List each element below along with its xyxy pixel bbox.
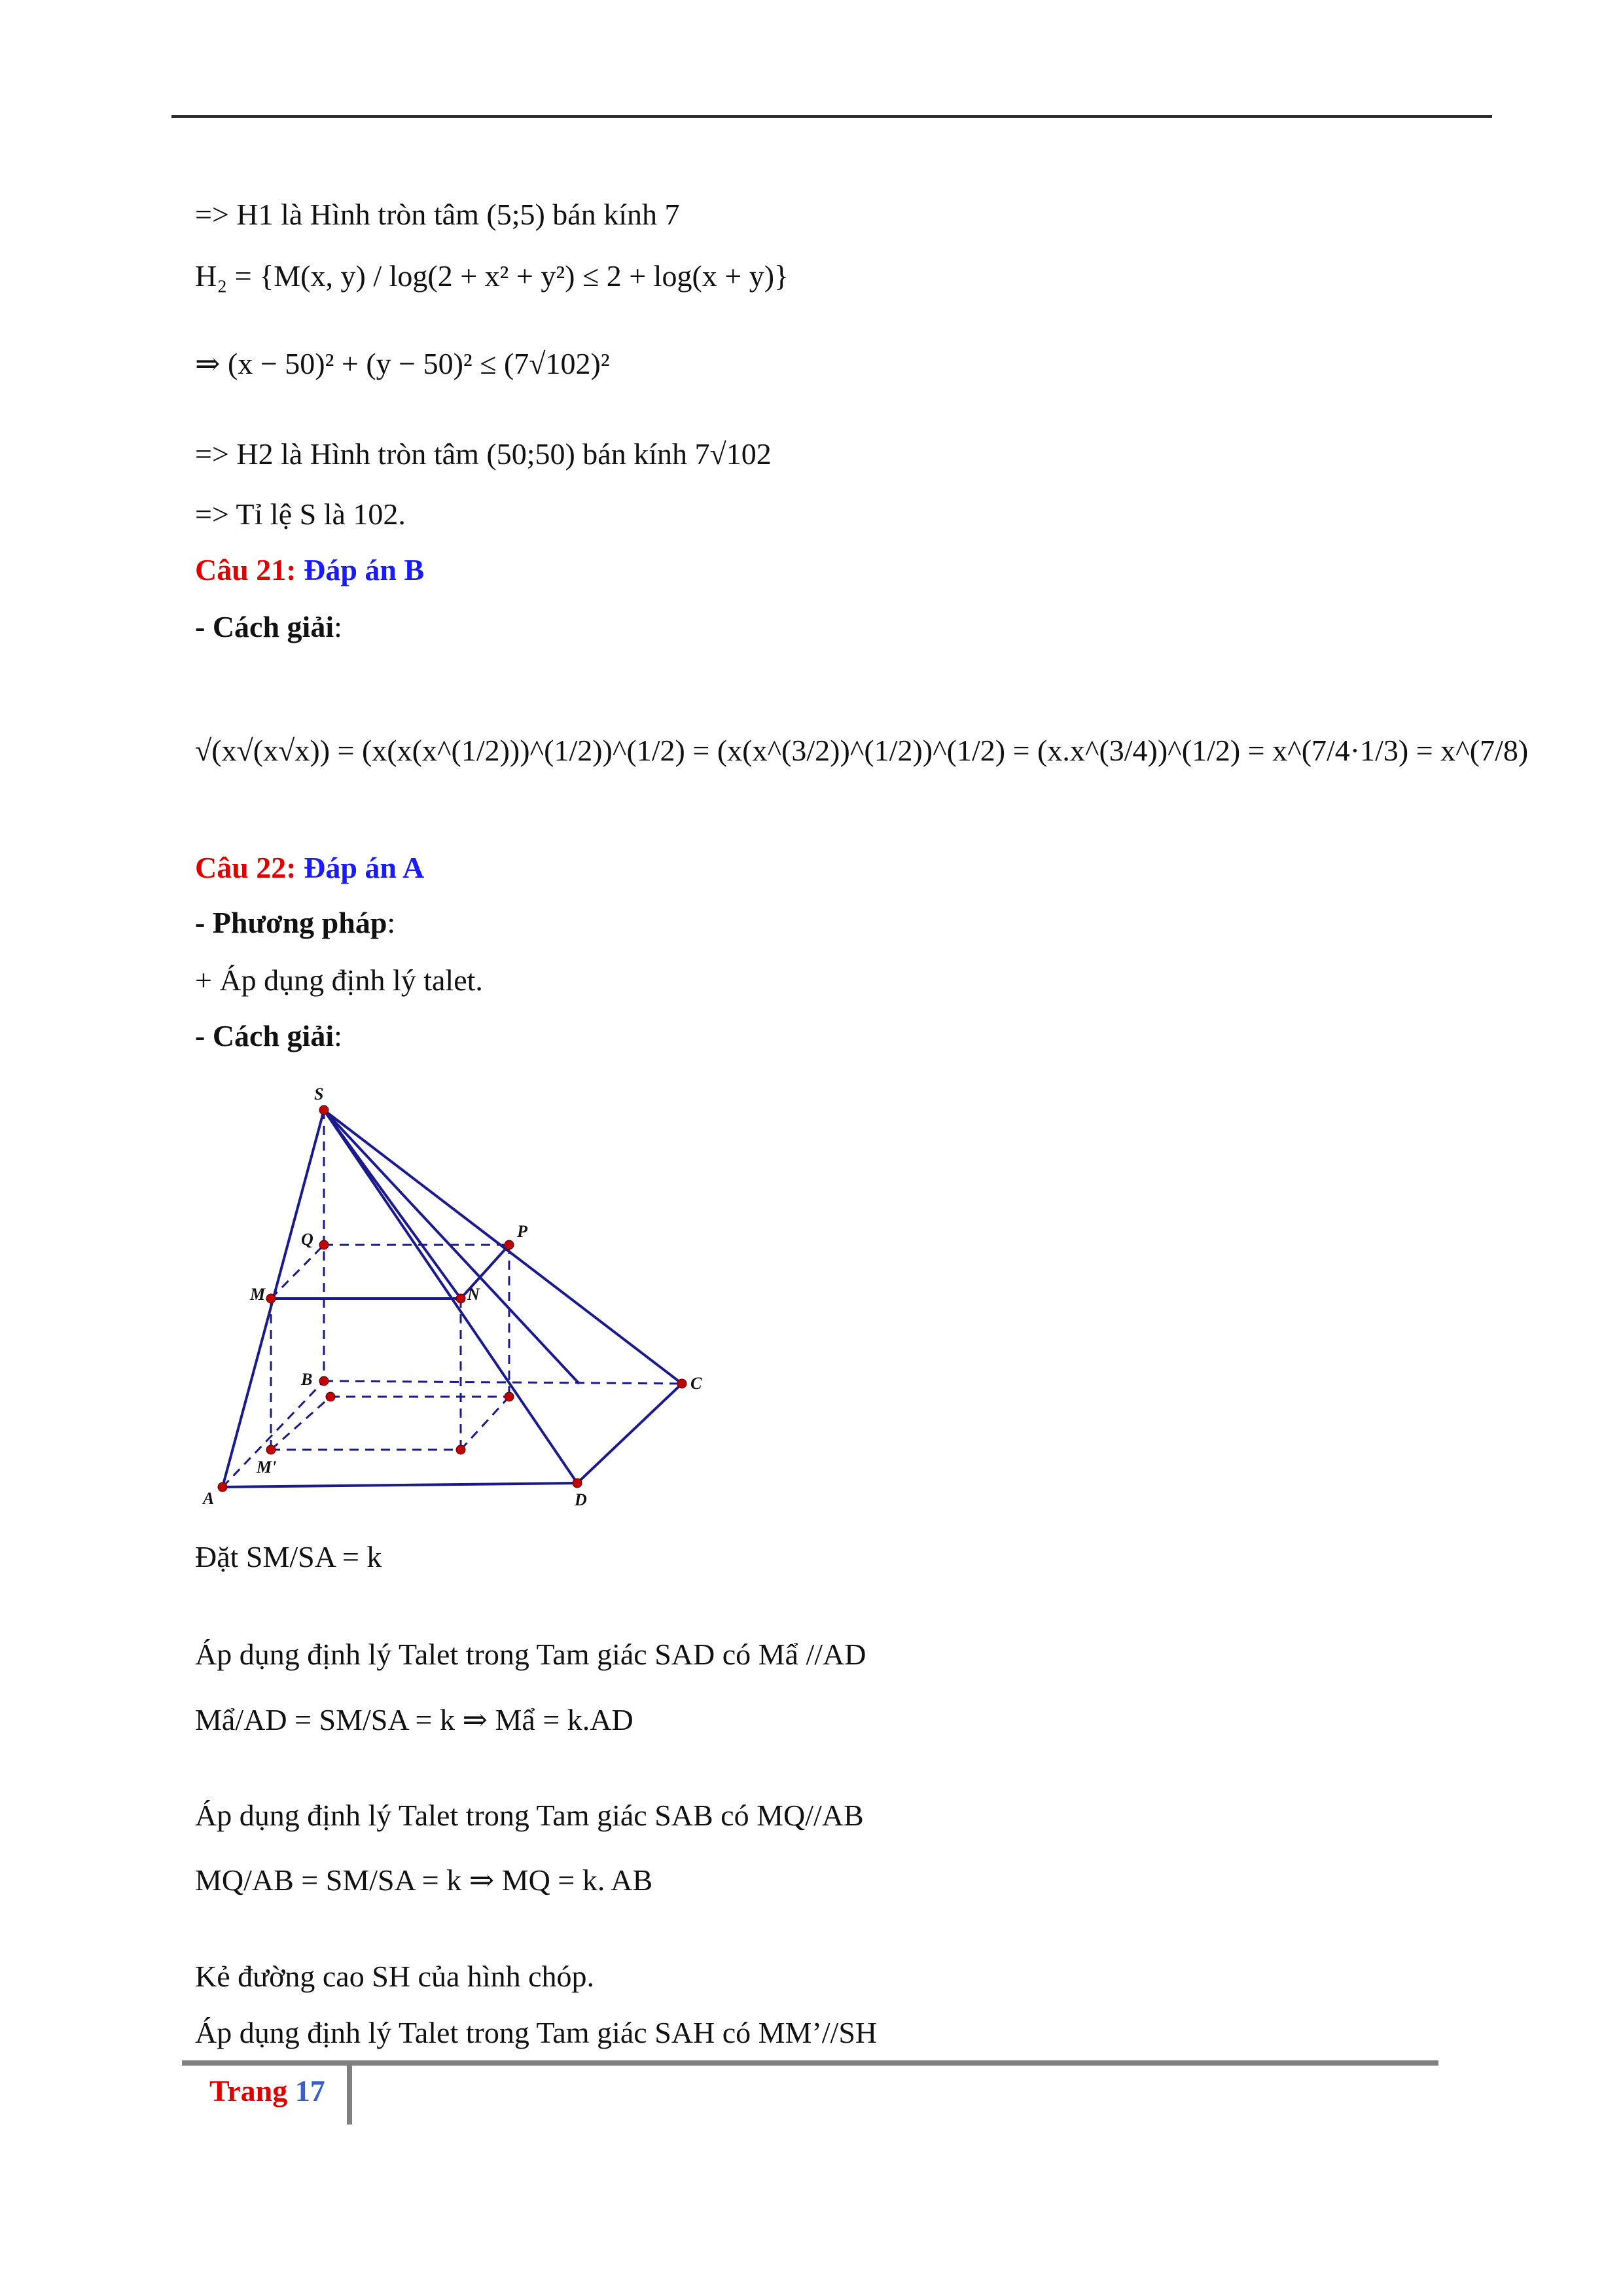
pyramid-figure bbox=[196, 1073, 733, 1518]
label-m-prime: M' bbox=[257, 1458, 277, 1477]
equation-ma-ad bbox=[195, 1702, 633, 1737]
step-3: Kẻ đường cao SH của hình chóp. bbox=[195, 1960, 595, 1993]
edge-bc bbox=[324, 1381, 682, 1384]
label-p: P bbox=[517, 1222, 527, 1241]
point-c bbox=[677, 1379, 687, 1388]
label-c: C bbox=[690, 1374, 702, 1393]
nested-root-expression: √(x√(x√x)) = (x(x(x^(1/2)))^(1/2))^(1/2) = (x(x^(3/2))^(1/2))^(1/2) = (x.x^(3/4))^(1/2) = x^(7/4·1/3) = x^(7/8) bbox=[195, 734, 1529, 767]
footer-divider bbox=[347, 2066, 352, 2125]
equation-circle bbox=[195, 346, 610, 381]
q21-label: Câu 21: bbox=[195, 553, 296, 586]
q21-method-colon: : bbox=[334, 610, 342, 643]
q22-approach bbox=[195, 905, 395, 941]
page-number: 17 bbox=[294, 2074, 325, 2108]
edge-ad bbox=[223, 1483, 577, 1487]
footer-rule bbox=[182, 2060, 1438, 2066]
step-1: Áp dụng định lý Talet trong Tam giác SAD có Mẩ //AD bbox=[195, 1638, 866, 1671]
ma-ad-expression: Mẩ/AD = SM/SA = k ⇒ Mẩ = k.AD bbox=[195, 1703, 633, 1736]
point-base-3 bbox=[456, 1445, 465, 1454]
point-n bbox=[456, 1294, 465, 1303]
q22-approach-label: - Phương pháp bbox=[195, 906, 387, 939]
point-p bbox=[505, 1240, 514, 1249]
edge-sd bbox=[324, 1110, 577, 1483]
q21-answer: Đáp án B bbox=[304, 553, 425, 586]
point-base-2 bbox=[505, 1392, 514, 1401]
point-base-1 bbox=[326, 1392, 335, 1401]
label-b: B bbox=[301, 1370, 313, 1389]
header-rule bbox=[171, 115, 1492, 118]
label-q: Q bbox=[301, 1230, 313, 1249]
edge-sc-outer bbox=[324, 1110, 682, 1384]
point-a bbox=[218, 1482, 227, 1492]
q22-approach-item: + Áp dụng định lý talet. bbox=[195, 963, 483, 997]
text-h2 bbox=[195, 436, 772, 473]
q22-method-colon: : bbox=[334, 1019, 342, 1052]
label-n: N bbox=[467, 1285, 480, 1304]
q22-answer: Đáp án A bbox=[304, 851, 425, 884]
page-footer bbox=[209, 2073, 325, 2108]
q22-method bbox=[195, 1018, 342, 1054]
ratio-def-expression: SM/SA = k bbox=[245, 1540, 382, 1573]
q22-method-label: - Cách giải bbox=[195, 1019, 334, 1052]
label-m: M bbox=[250, 1285, 266, 1304]
mq-ab-expression: MQ/AB = SM/SA = k ⇒ MQ = k. AB bbox=[195, 1863, 653, 1897]
point-b bbox=[319, 1376, 329, 1386]
edge-ns bbox=[324, 1110, 461, 1299]
base-right bbox=[461, 1397, 509, 1450]
footer-label: Trang bbox=[209, 2074, 288, 2108]
q21-method-label: - Cách giải bbox=[195, 610, 334, 643]
q22-label: Câu 22: bbox=[195, 851, 296, 884]
edge-mq bbox=[271, 1245, 324, 1299]
q22-heading bbox=[195, 850, 424, 886]
h2-radius: 7√102 bbox=[694, 437, 772, 471]
step-2: Áp dụng định lý Talet trong Tam giác SAB có MQ//AB bbox=[195, 1799, 864, 1832]
q21-method bbox=[195, 609, 342, 645]
point-s bbox=[319, 1105, 329, 1115]
label-a: A bbox=[203, 1489, 215, 1508]
equation-nested-root bbox=[195, 733, 1528, 768]
edge-dc bbox=[577, 1384, 682, 1483]
point-d bbox=[573, 1479, 582, 1488]
h2-set-expression: H₂ = {M(x, y) / log(2 + x² + y²) ≤ 2 + log(x + y)} bbox=[195, 259, 789, 293]
edge-sc bbox=[324, 1110, 579, 1384]
label-s: S bbox=[314, 1085, 324, 1103]
equation-ratio-def bbox=[195, 1539, 382, 1574]
text-ratio: => Tỉ lệ S là 102. bbox=[195, 497, 406, 531]
label-d: D bbox=[575, 1490, 587, 1509]
ratio-def-prefix: Đặt bbox=[195, 1540, 239, 1573]
equation-mq-ab bbox=[195, 1862, 652, 1897]
text-h1: => H1 là Hình tròn tâm (5;5) bán kính 7 bbox=[195, 198, 680, 231]
q21-heading bbox=[195, 552, 424, 588]
point-m bbox=[266, 1294, 276, 1303]
h2-prefix: => H2 là Hình tròn tâm (50;50) bán kính bbox=[195, 437, 695, 471]
point-m-prime bbox=[266, 1445, 276, 1454]
equation-h2-set bbox=[195, 259, 789, 293]
q22-approach-colon: : bbox=[387, 906, 396, 939]
point-q bbox=[319, 1240, 329, 1249]
step-4: Áp dụng định lý Talet trong Tam giác SAH có MM’//SH bbox=[195, 2016, 878, 2049]
circle-expression: ⇒ (x − 50)² + (y − 50)² ≤ (7√102)² bbox=[195, 347, 610, 380]
